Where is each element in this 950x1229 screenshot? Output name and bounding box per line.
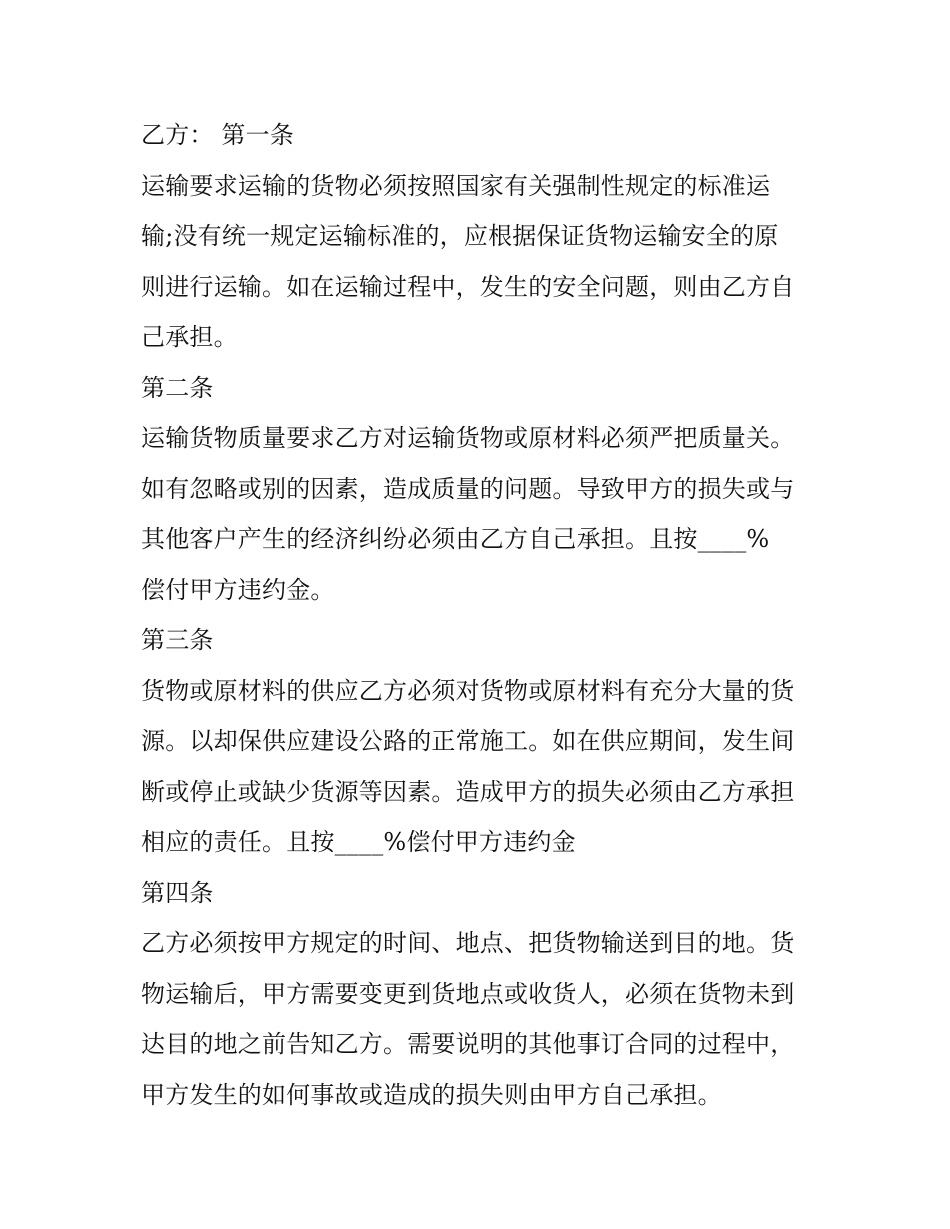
text-line: 偿付甲方违约金。 bbox=[141, 575, 335, 604]
contract-text bbox=[141, 110, 821, 1120]
text-line: 相应的责任。且按____%偿付甲方违约金 bbox=[141, 828, 576, 856]
section-heading: 第四条 bbox=[141, 878, 214, 907]
text-line: 则进行运输。如在运输过程中，发生的安全问题，则由乙方自 bbox=[141, 272, 795, 301]
text-line: 运输货物质量要求乙方对运输货物或原材料必须严把质量关。 bbox=[141, 424, 795, 452]
text-line: 达目的地之前告知乙方。需要说明的其他事订合同的过程中， bbox=[141, 1030, 795, 1058]
text-line: 乙方： 第一条 bbox=[141, 121, 295, 149]
section-heading: 第二条 bbox=[141, 373, 214, 402]
text-line: 断或停止或缺少货源等因素。造成甲方的损失必须由乙方承担 bbox=[141, 777, 795, 806]
text-line: 己承担。 bbox=[141, 323, 238, 351]
text-line: 如有忽略或别的因素，造成质量的问题。导致甲方的损失或与 bbox=[141, 474, 795, 503]
text-line: 物运输后，甲方需要变更到货地点或收货人，必须在货物未到 bbox=[141, 979, 795, 1008]
text-line: 货物或原材料的供应乙方必须对货物或原材料有充分大量的货 bbox=[141, 676, 795, 705]
text-line: 甲方发生的如何事故或造成的损失则由甲方自己承担。 bbox=[141, 1080, 722, 1109]
text-line: 乙方必须按甲方规定的时间、地点、把货物输送到目的地。货 bbox=[141, 929, 795, 957]
section-heading: 第三条 bbox=[141, 626, 214, 654]
text-line: 其他客户产生的经济纠纷必须由乙方自己承担。且按____% bbox=[141, 525, 770, 553]
text-line: 源。以却保供应建设公路的正常施工。如在供应期间，发生间 bbox=[141, 727, 795, 755]
text-line: 输;没有统一规定运输标准的，应根据保证货物运输安全的原 bbox=[141, 222, 779, 250]
text-line: 运输要求运输的货物必须按照国家有关强制性规定的标准运 bbox=[141, 171, 771, 200]
